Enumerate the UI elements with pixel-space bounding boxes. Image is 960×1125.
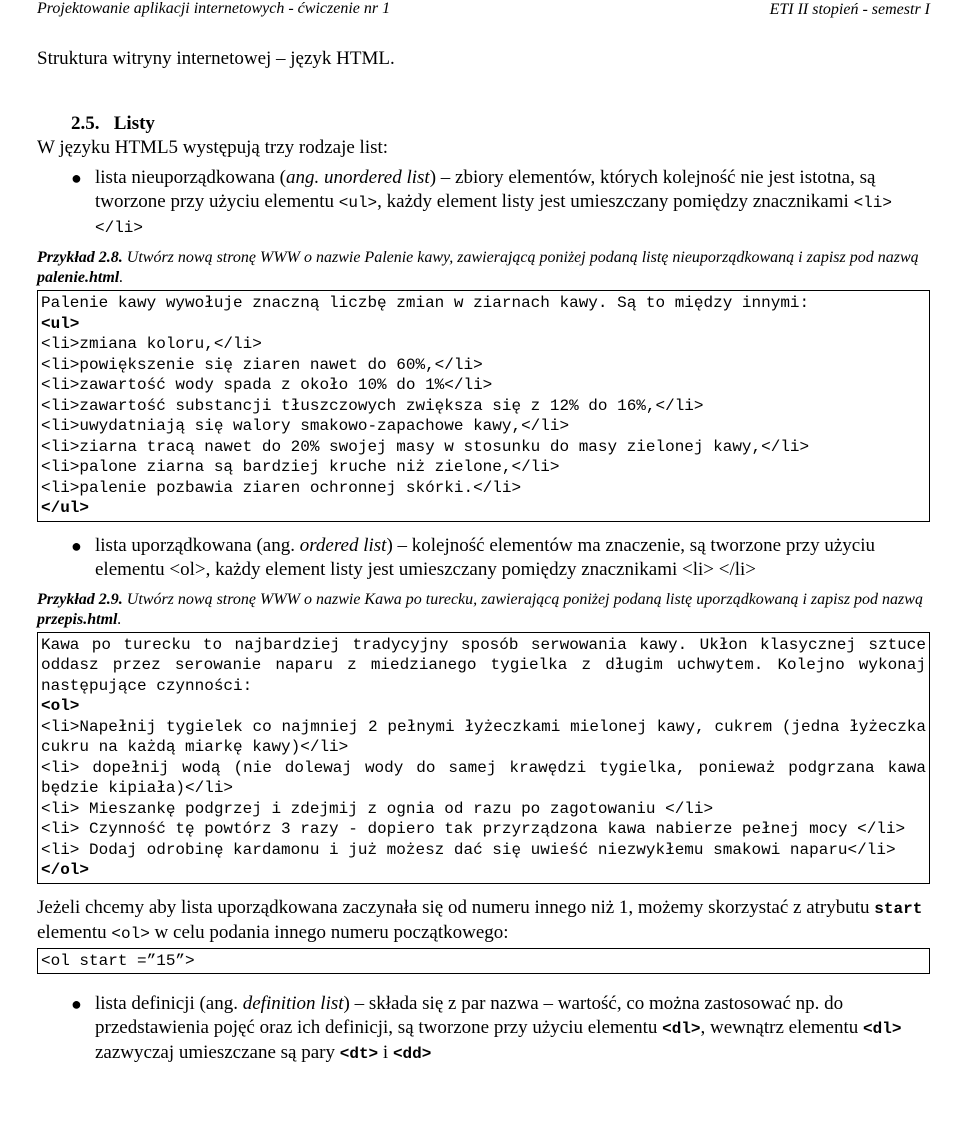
code-line: <li> dopełnij wodą (nie dolewaj wody do samej krawędzi tygielka, ponieważ podgrzana kawa będzie kipiała)</li> (41, 758, 926, 797)
section-heading (71, 112, 930, 136)
code-box-start (37, 948, 930, 975)
code-box-ordered (37, 632, 930, 884)
bullet-ordered-list (37, 534, 930, 582)
code-line: </ul> (41, 499, 90, 517)
bullet3-tag: <dl> (662, 1020, 701, 1038)
start-attribute-paragraph (37, 896, 930, 946)
para-text-b: elementu (37, 921, 112, 943)
code-line: <li> Dodaj odrobinę kardamonu i już możesz dać się uwieść niezwykłemu smakowi naparu</li> (41, 840, 896, 859)
bullet1-tag2: <li> </li> (95, 194, 892, 237)
bullet1-text-a: lista nieuporządkowana ( (95, 167, 286, 188)
bullet-definition-list (37, 992, 930, 1066)
bullet2-text-b: ) – kolejność elementów ma znaczenie, są tworzone przy użyciu elementu <ol>, każdy element listy jest umieszczany pomiędzy znacznikami <li> </li> (95, 534, 875, 580)
bullet-unordered-list (37, 166, 930, 240)
code-line: <li> Czynność tę powtórz 3 razy - dopiero tak przyrządzona kawa nabierze pełnej mocy </li> (41, 820, 906, 838)
document-body (37, 112, 930, 1066)
bullet3-tag4: <dd> (392, 1045, 432, 1063)
example-filename: przepis.html (37, 610, 118, 628)
code-line: <li>uwydatniają się walory smakowo-zapachowe kawy,</li> (41, 417, 570, 435)
bullet1-text-c: , każdy element listy jest umieszczany pomiędzy znacznikami (377, 191, 854, 212)
bullet3-text-d: zazwyczaj umieszczane są pary (95, 1042, 340, 1063)
example-label: Przykład 2.8. (37, 249, 123, 266)
page-subtitle: Struktura witryny internetowej – język HTML. (37, 48, 395, 69)
code-line: </ol> (41, 861, 90, 879)
bullet1-english: ang. unordered list (285, 167, 430, 188)
bullet2-english: ordered list (299, 534, 387, 556)
example-label: Przykład 2.9. (37, 590, 123, 608)
code-line: <li>zawartość wody spada z około 10% do 1%</li> (41, 376, 493, 394)
header-semester: ETI II stopień - semestr I (769, 1, 930, 18)
bullet3-text-e: i (378, 1042, 393, 1063)
para-tag: <ol> (111, 924, 150, 943)
section-title: Listy (113, 113, 155, 134)
example-end: . (117, 610, 122, 628)
bullet3-text-b: ) – składa się z par nazwa – wartość, co można zastosować np. do przedstawienia pojęć oraz ich definicji, są tworzone przy użyciu elementu (95, 993, 844, 1038)
code-line: Kawa po turecku to najbardziej tradycyjny sposób serwowania kawy. Ukłon klasycznej sztuce oddasz przez serowanie naparu z miedzianego tygielka z długim uchwytem. Kolejno wykonaj następujące czynności: (41, 635, 926, 695)
bullet-dot-icon: ● (71, 535, 82, 556)
example-2-9 (37, 590, 930, 630)
bullet3-tag2: <dl> (863, 1020, 902, 1038)
code-line: <li>palone ziarna są bardziej kruche niż zielone,</li> (41, 458, 560, 476)
code-box-unordered (37, 290, 930, 522)
bullet3-text-c: , wewnątrz elementu (700, 1017, 864, 1038)
para-attr: start (874, 899, 923, 918)
example-2-8 (37, 248, 930, 288)
code-line: <li>zmiana koloru,</li> (41, 335, 262, 353)
bullet3-english: definition list (242, 993, 344, 1014)
example-filename: palenie.html (37, 269, 120, 286)
code-line: <li>zawartość substancji tłuszczowych zwiększa się z 12% do 16%,</li> (41, 396, 704, 415)
header-course: Projektowanie aplikacji internetowych - ćwiczenie nr 1 (37, 0, 391, 17)
intro-text: W języku HTML5 występują trzy rodzaje list: (37, 137, 389, 158)
para-text-c: w celu podania innego numeru początkowego: (149, 921, 509, 943)
example-end: . (119, 269, 124, 286)
bullet-dot-icon: ● (71, 168, 82, 188)
bullet-dot-icon: ● (71, 994, 82, 1014)
code-line: <li>powiększenie się ziaren nawet do 60%,</li> (41, 355, 483, 374)
code-line: <li>palenie pozbawia ziaren ochronnej skórki.</li> (41, 478, 522, 497)
para-text-a: Jeżeli chcemy aby lista uporządkowana zaczynała się od numeru innego niż 1, możemy skorzystać z atrybutu (37, 896, 875, 918)
bullet1-text-b: ) – zbiory elementów, których kolejność nie jest istotna, są tworzone przy użyciu elementu (95, 167, 876, 212)
code-line: Palenie kawy wywołuje znaczną liczbę zmian w ziarnach kawy. Są to między innymi: (41, 294, 810, 312)
code-line: <ul> (41, 314, 80, 333)
example-text: Utwórz nową stronę WWW o nazwie Palenie kawy, zawierającą poniżej podaną listę nieuporządkowaną i zapisz pod nazwą (122, 249, 919, 266)
bullet3-text-a: lista definicji (ang. (95, 993, 243, 1014)
section-number: 2.5. (71, 113, 100, 134)
code-line: <ol start =”15”> (41, 951, 195, 970)
code-line: <li>ziarna tracą nawet do 20% swojej masy w stosunku do masy zielonej kawy,</li> (41, 437, 810, 456)
bullet3-tag3: <dt> (339, 1045, 379, 1063)
code-line: <li>Napełnij tygielek co najmniej 2 pełnymi łyżeczkami mielonej kawy, cukrem (jedna łyżeczka cukru na każdą miarkę kawy)</li> (41, 717, 926, 756)
code-line: <li> Mieszankę podgrzej i zdejmij z ognia od razu po zagotowaniu </li> (41, 799, 714, 818)
example-text: Utwórz nową stronę WWW o nazwie Kawa po turecku, zawierającą poniżej podaną listę uporządkowaną i zapisz pod nazwą (122, 590, 923, 608)
bullet1-tag: <ul> (338, 194, 378, 212)
code-line: <ol> (41, 697, 80, 715)
bullet2-text-a: lista uporządkowana (ang. (95, 534, 300, 556)
